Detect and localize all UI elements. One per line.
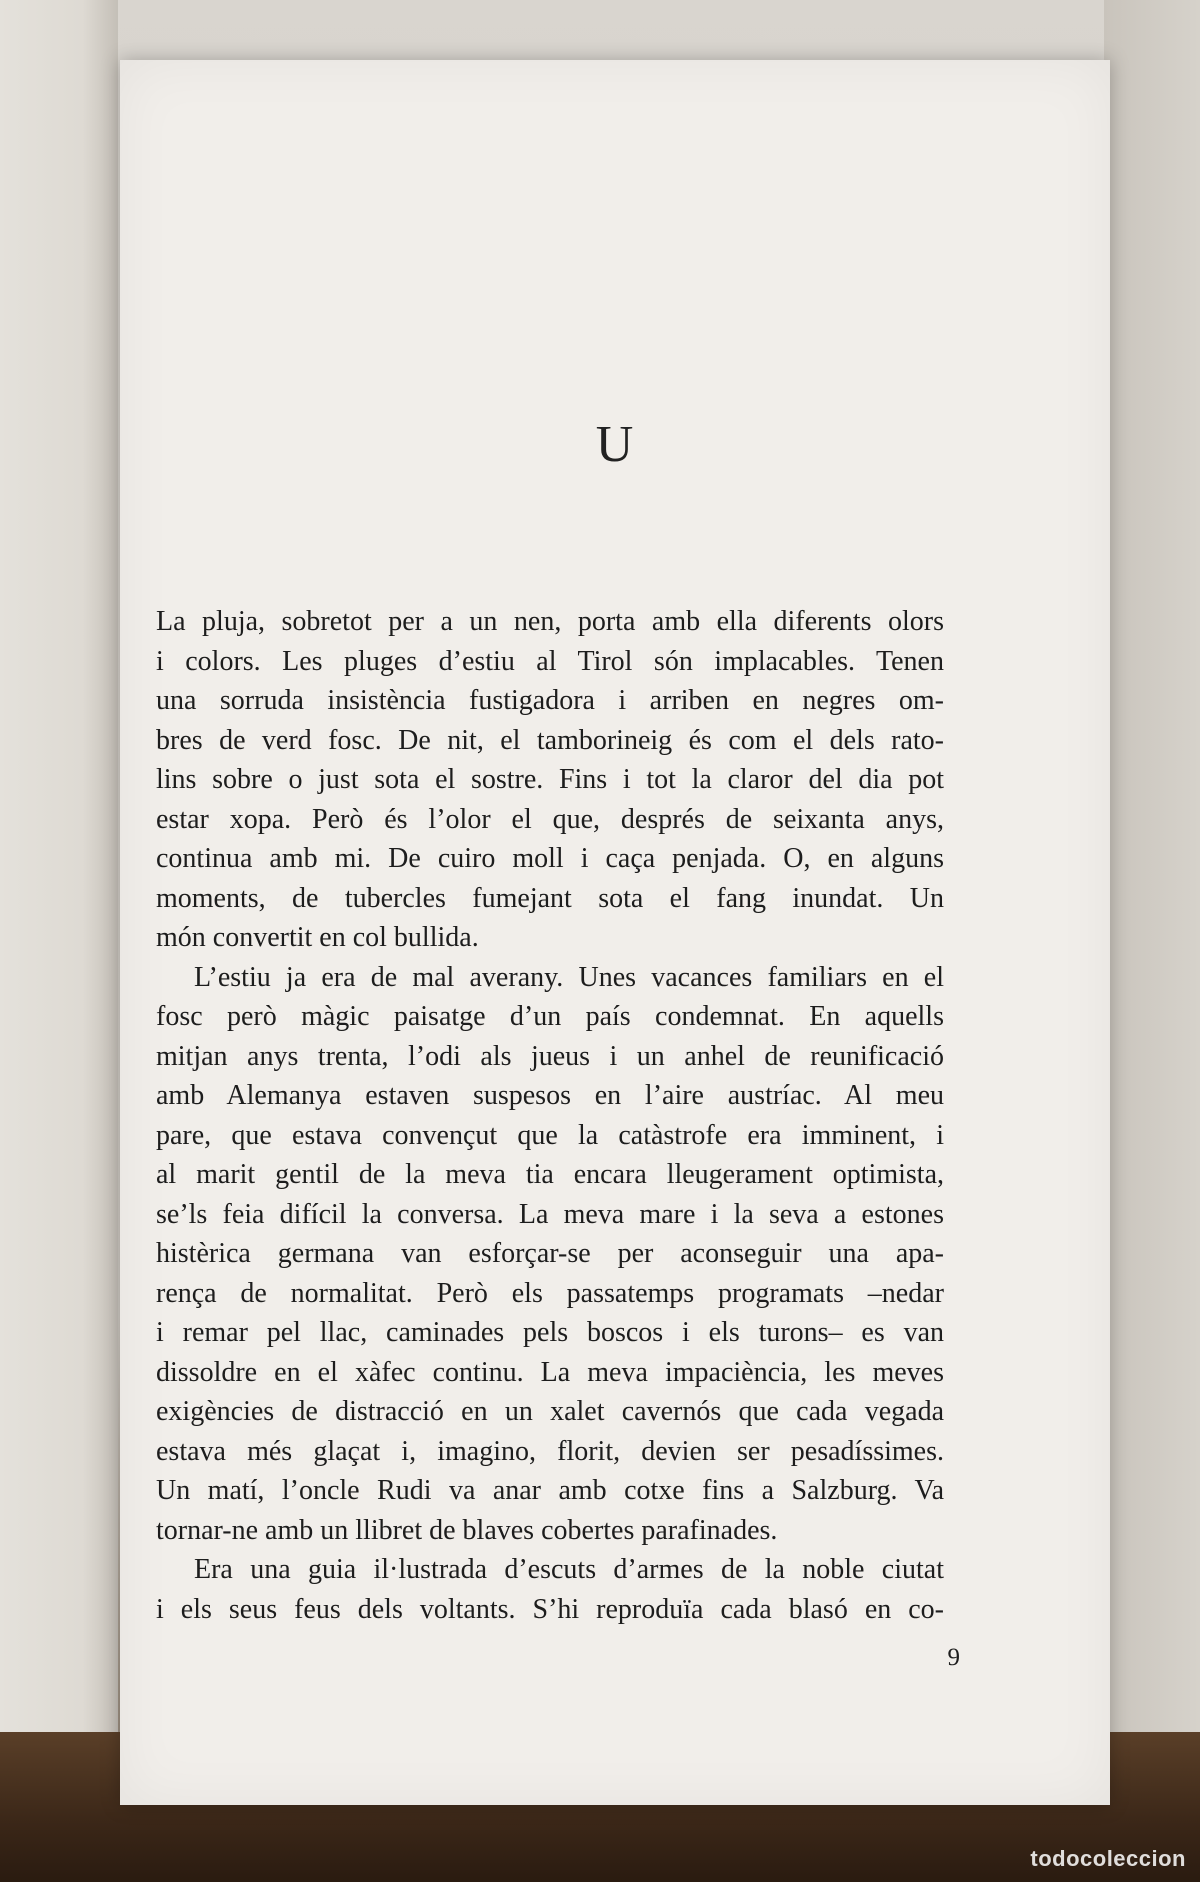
text-line: amb Alemanya estaven suspesos en l’aire austríac. Al meu <box>156 1080 944 1111</box>
text-line: i els seus feus dels voltants. S’hi reproduïa cada blasó en co- <box>156 1593 944 1625</box>
text-line: L’estiu ja era de mal averany. Unes vacances familiars en el <box>194 961 944 993</box>
page-number: 9 <box>947 1644 960 1671</box>
text-line: lins sobre o just sota el sostre. Fins i tot la claror del dia pot <box>156 764 944 795</box>
text-line: Era una guia il·lustrada d’escuts d’armes de la noble ciutat <box>194 1554 944 1585</box>
text-line: rença de normalitat. Però els passatemps programats –nedar <box>156 1277 944 1309</box>
text-line: Un matí, l’oncle Rudi va anar amb cotxe fins a Salzburg. Va <box>156 1475 944 1506</box>
text-line: al marit gentil de la meva tia encara lleugerament optimista, <box>156 1159 944 1190</box>
text-line: i remar pel llac, caminades pels boscos i els turons– es van <box>156 1317 944 1348</box>
chapter-title: U <box>595 416 635 473</box>
text-line: histèrica germana van esforçar-se per aconseguir una apa- <box>156 1238 944 1269</box>
text-line: tornar-ne amb un llibret de blaves cobertes parafinades. <box>156 1514 778 1546</box>
paragraph <box>156 958 944 1551</box>
text-line: estar xopa. Però és l’olor el que, després de seixanta anys, <box>156 803 944 835</box>
text-line: i colors. Les pluges d’estiu al Tirol són implacables. Tenen <box>156 645 944 677</box>
text-line: moments, de tubercles fumejant sota el fang inundat. Un <box>156 882 944 914</box>
text-line: se’ls feia difícil la conversa. La meva mare i la seva a estones <box>156 1198 944 1230</box>
body-text <box>156 602 944 1629</box>
text-line: La pluja, sobretot per a un nen, porta amb ella diferents olors <box>156 606 944 637</box>
text-line: fosc però màgic paisatge d’un país condemnat. En aquells <box>156 1001 944 1032</box>
text-line: una sorruda insistència fustigadora i arriben en negres om- <box>156 685 944 716</box>
text-line: món convertit en col bullida. <box>156 922 479 953</box>
paragraph <box>156 1550 944 1629</box>
text-line: dissoldre en el xàfec continu. La meva impaciència, les meves <box>156 1356 944 1388</box>
book-cover-right-edge <box>1104 0 1200 1882</box>
book-page <box>120 60 1110 1805</box>
text-line: continua amb mi. De cuiro moll i caça penjada. O, en alguns <box>156 843 944 874</box>
book-cover-left-edge <box>0 0 118 1882</box>
paragraph <box>156 602 944 958</box>
text-line: exigències de distracció en un xalet cavernós que cada vegada <box>156 1396 944 1427</box>
text-line: bres de verd fosc. De nit, el tamborineig és com el dels rato- <box>156 724 944 756</box>
text-line: mitjan anys trenta, l’odi als jueus i un anhel de reunificació <box>156 1040 944 1072</box>
watermark-logo: todocoleccion <box>1030 1846 1186 1871</box>
text-line: estava més glaçat i, imagino, florit, devien ser pesadíssimes. <box>156 1435 944 1467</box>
text-line: pare, que estava convençut que la catàstrofe era imminent, i <box>156 1119 944 1151</box>
